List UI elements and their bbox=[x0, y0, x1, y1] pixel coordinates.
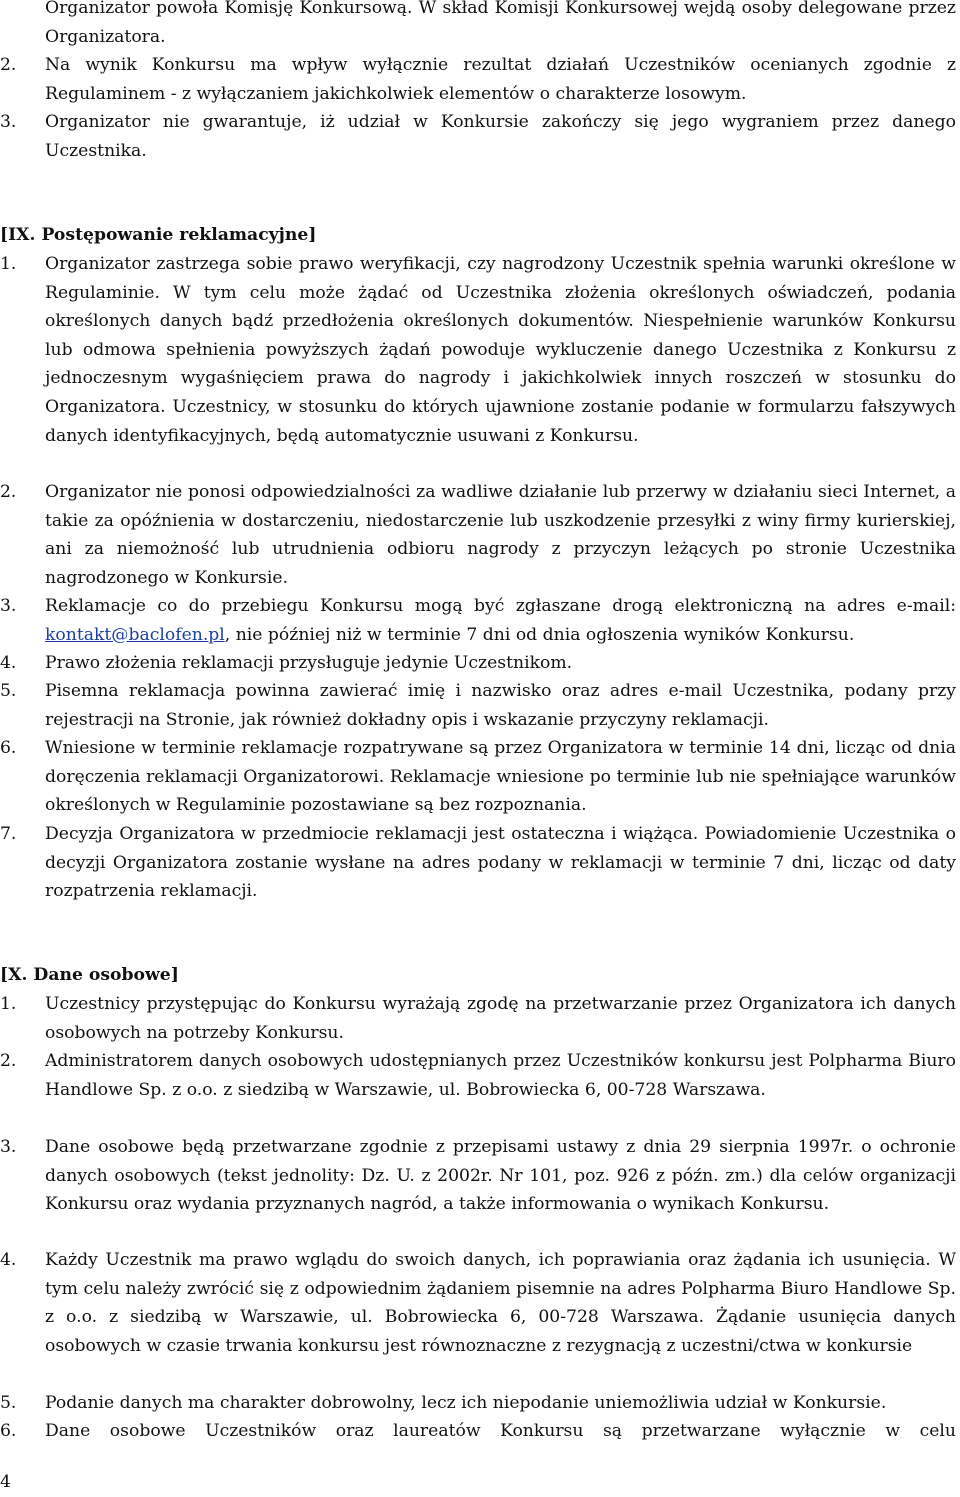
list-item bbox=[0, 677, 956, 734]
list-item bbox=[0, 1417, 956, 1446]
list-item bbox=[0, 478, 956, 592]
list-text: Dane osobowe Uczestników oraz laureatów Konkursu są przetwarzane wyłącznie w celu bbox=[45, 1421, 956, 1441]
list-item bbox=[0, 649, 956, 678]
list-number: 1. bbox=[0, 254, 17, 274]
list-number: 5. bbox=[0, 1393, 17, 1413]
list-number: 6. bbox=[0, 738, 17, 758]
list-text: Organizator nie gwarantuje, iż udział w Konkursie zakończy się jego wygraniem przez danego Uczestnika. bbox=[45, 112, 956, 161]
list-text: Reklamacje co do przebiegu Konkursu mogą być zgłaszane drogą elektroniczną na adres e-mail: bbox=[45, 596, 956, 616]
list-number: 4. bbox=[0, 653, 17, 673]
list-text: Dane osobowe będą przetwarzane zgodnie z przepisami ustawy z dnia 29 sierpnia 1997r. o ochronie danych osobowych (tekst jednolity: Dz. U. z 2002r. Nr 101, poz. 926 z późn. zm.) dla celów organizacji Konkursu oraz wydania przyznanych nagród, a także informowania o wynikach Konkursu. bbox=[45, 1137, 956, 1215]
list-item bbox=[0, 592, 956, 649]
list-number: 3. bbox=[0, 112, 17, 132]
list-number: 2. bbox=[0, 55, 17, 75]
list-text: Decyzja Organizatora w przedmiocie reklamacji jest ostateczna i wiążąca. Powiadomienie Uczestnika o decyzji Organizatora zostanie wysłane na adres podany w reklamacji w terminie 7 dni, licząc od daty rozpatrzenia reklamacji. bbox=[45, 824, 956, 902]
page-number: 4 bbox=[0, 1472, 11, 1492]
section-heading-x: [X. Dane osobowe] bbox=[0, 965, 179, 985]
list-text: Prawo złożenia reklamacji przysługuje jedynie Uczestnikom. bbox=[45, 653, 573, 673]
list-number: 1. bbox=[0, 994, 17, 1014]
list-item bbox=[0, 250, 956, 450]
email-link[interactable]: kontakt@baclofen.pl bbox=[45, 624, 225, 645]
list-number: 3. bbox=[0, 596, 17, 616]
list-text: Organizator zastrzega sobie prawo weryfikacji, czy nagrodzony Uczestnik spełnia warunki określone w Regulaminie. W tym celu może żądać od Uczestnika złożenia określonych oświadczeń, podania określonych danych bądź przedłożenia określonych dokumentów. Niespełnienie warunków Konkursu lub odmowa spełnienia powyższych żądań powoduje wykluczenie danego Uczestnika z Konkursu z jednoczesnym wygaśnięciem prawa do nagrody i jakichkolwiek innych roszczeń w stosunku do Organizatora. Uczestnicy, w stosunku do których ujawnione zostanie podanie w formularzu fałszywych danych identyfikacyjnych, będą automatycznie usuwani z Konkursu. bbox=[45, 254, 956, 446]
list-text: Uczestnicy przystępując do Konkursu wyrażają zgodę na przetwarzanie przez Organizatora ich danych osobowych na potrzeby Konkursu. bbox=[45, 994, 956, 1043]
list-text: Organizator nie ponosi odpowiedzialności za wadliwe działanie lub przerwy w działaniu sieci Internet, a takie za opóźnienia w dostarczeniu, niedostarczenie lub uszkodzenie przesyłki z winy firmy kurierskiej, ani za niemożność lub utrudnienia odbioru nagrody z przyczyn leżących po stronie Uczestnika nagrodzonego w Konkursie. bbox=[45, 482, 956, 588]
list-item bbox=[0, 1246, 956, 1360]
list-item bbox=[0, 990, 956, 1047]
list-item bbox=[0, 51, 956, 108]
list-item bbox=[0, 734, 956, 820]
list-item bbox=[0, 1389, 956, 1418]
list-number: 2. bbox=[0, 1051, 17, 1071]
list-item bbox=[0, 1047, 956, 1104]
list-text: Administratorem danych osobowych udostępnianych przez Uczestników konkursu jest Polpharma Biuro Handlowe Sp. z o.o. z siedzibą w Warszawie, ul. Bobrowiecka 6, 00-728 Warszawa. bbox=[45, 1051, 956, 1100]
list-number: 3. bbox=[0, 1137, 17, 1157]
list-number: 4. bbox=[0, 1250, 17, 1270]
list-text: , nie później niż w terminie 7 dni od dnia ogłoszenia wyników Konkursu. bbox=[224, 624, 855, 645]
list-item bbox=[0, 820, 956, 906]
continuation-paragraph: Organizator powoła Komisję Konkursową. W skład Komisji Konkursowej wejdą osoby delegowane przez Organizatora. bbox=[45, 0, 956, 47]
list-text: Wniesione w terminie reklamacje rozpatrywane są przez Organizatora w terminie 14 dni, licząc od dnia doręczenia reklamacji Organizatorowi. Reklamacje wniesione po terminie lub nie spełniające warunków określonych w Regulaminie pozostawiane są bez rozpoznania. bbox=[45, 738, 956, 816]
list-text: Każdy Uczestnik ma prawo wglądu do swoich danych, ich poprawiania oraz żądania ich usunięcia. W tym celu należy zwrócić się z odpowiednim żądaniem pisemnie na adres Polpharma Biuro Handlowe Sp. z o.o. z siedzibą w Warszawie, ul. Bobrowiecka 6, 00-728 Warszawa. Żądanie usunięcia danych osobowych w czasie trwania konkursu jest równoznaczne z rezygnacją z uczestni/ctwa w konkursie bbox=[45, 1250, 956, 1356]
list-item bbox=[0, 1133, 956, 1219]
list-number: 7. bbox=[0, 824, 17, 844]
list-number: 5. bbox=[0, 681, 17, 701]
list-number: 2. bbox=[0, 482, 17, 502]
list-item bbox=[0, 108, 956, 165]
list-text: Pisemna reklamacja powinna zawierać imię i nazwisko oraz adres e-mail Uczestnika, podany przy rejestracji na Stronie, jak również dokładny opis i wskazanie przyczyny reklamacji. bbox=[45, 681, 956, 730]
list-text: Podanie danych ma charakter dobrowolny, lecz ich niepodanie uniemożliwia udział w Konkursie. bbox=[45, 1393, 887, 1413]
list-text: Na wynik Konkursu ma wpływ wyłącznie rezultat działań Uczestników ocenianych zgodnie z Regulaminem - z wyłączaniem jakichkolwiek elementów o charakterze losowym. bbox=[45, 55, 956, 104]
list-number: 6. bbox=[0, 1421, 17, 1441]
section-heading-ix: [IX. Postępowanie reklamacyjne] bbox=[0, 225, 317, 245]
